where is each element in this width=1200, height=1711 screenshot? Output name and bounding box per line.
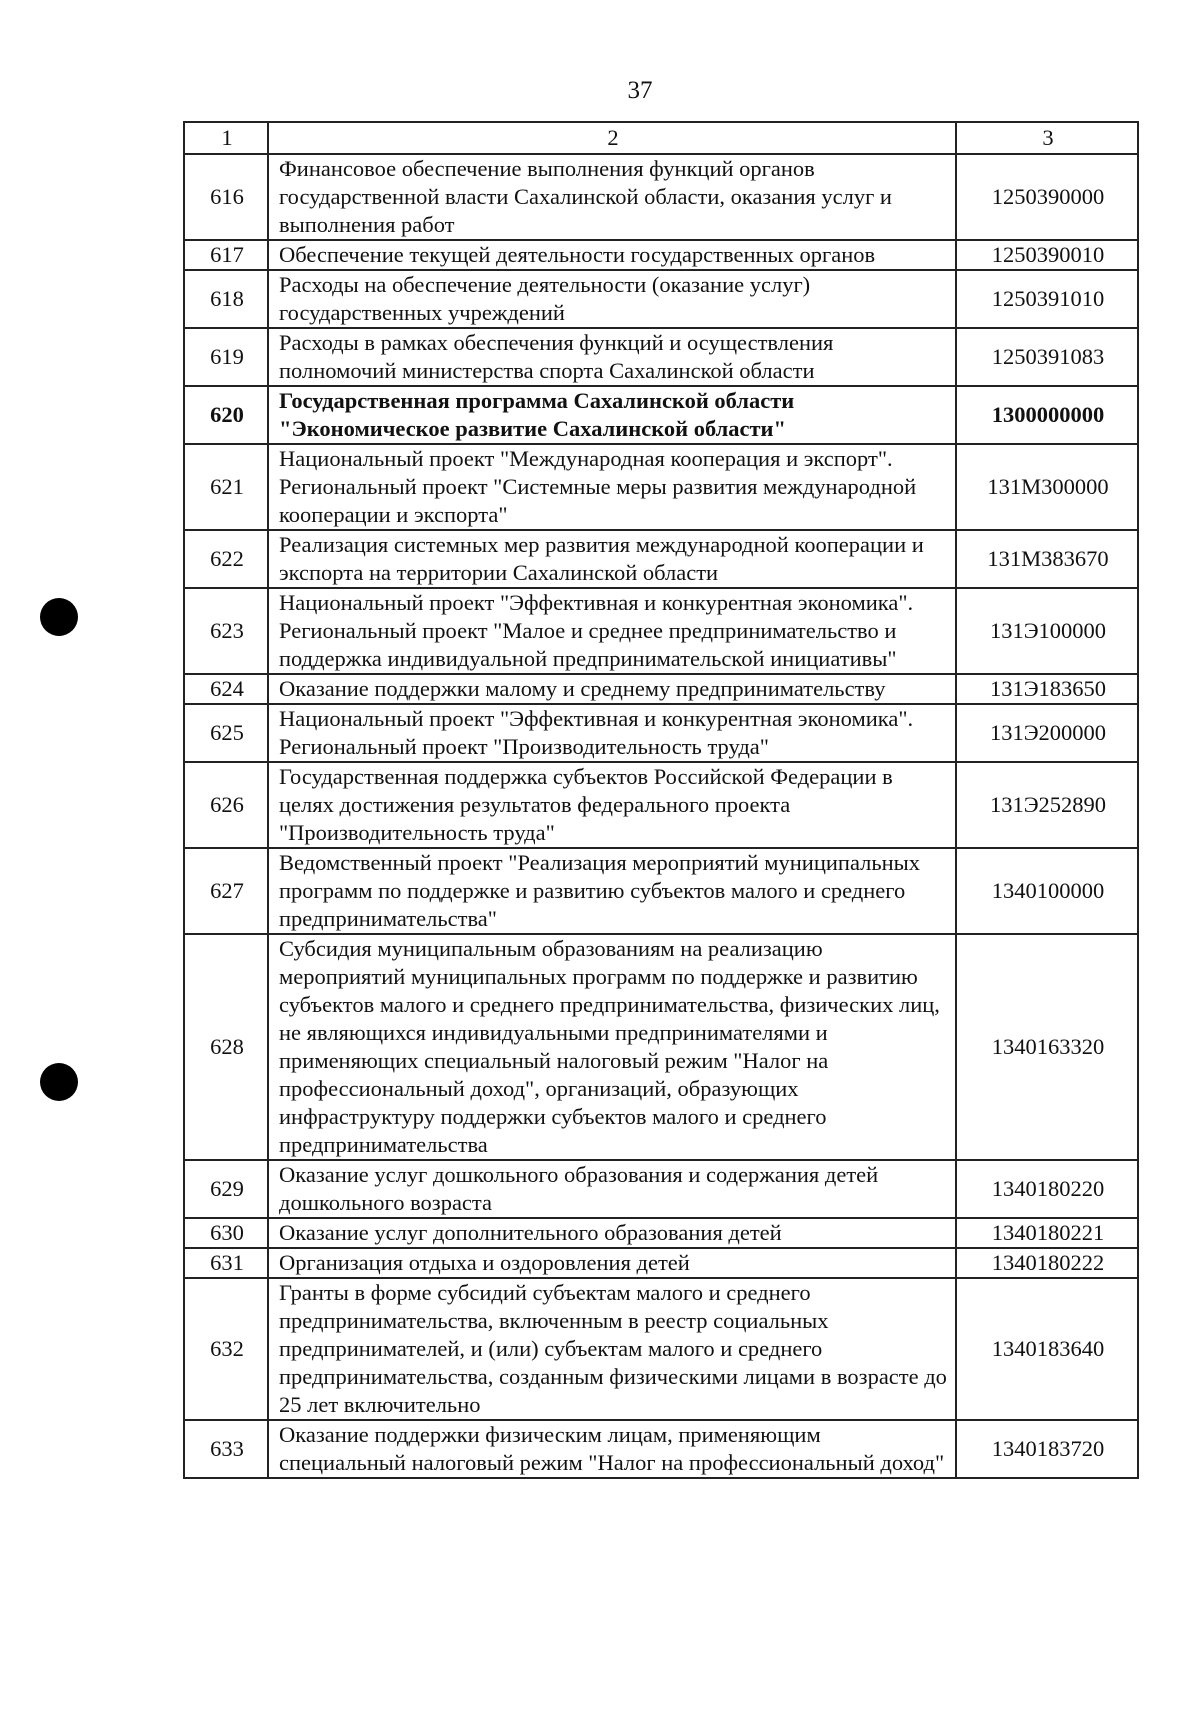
row-code-cell: 1340183640 — [956, 1278, 1138, 1420]
row-code-cell: 131Э252890 — [956, 762, 1138, 848]
table-row — [184, 328, 1138, 386]
row-code-cell: 1340100000 — [956, 848, 1138, 934]
row-code-cell: 1250391083 — [956, 328, 1138, 386]
row-name-cell: Национальный проект "Международная кооперация и экспорт". Региональный проект "Системные меры развития международной кооперации и экспорта" — [268, 444, 956, 530]
page-number: 37 — [627, 77, 653, 104]
row-code-cell: 1250390000 — [956, 154, 1138, 240]
row-name-cell: Оказание услуг дошкольного образования и содержания детей дошкольного возраста — [268, 1160, 956, 1218]
table-row — [184, 530, 1138, 588]
row-number-cell: 627 — [184, 848, 268, 934]
row-name-cell: Государственная поддержка субъектов Российской Федерации в целях достижения результатов федерального проекта "Производительность труда" — [268, 762, 956, 848]
table-row — [184, 934, 1138, 1160]
row-code-cell: 1250390010 — [956, 240, 1138, 270]
row-number-cell: 616 — [184, 154, 268, 240]
row-number-cell: 631 — [184, 1248, 268, 1278]
table-row — [184, 154, 1138, 240]
row-name-cell: Реализация системных мер развития международной кооперации и экспорта на территории Сахалинской области — [268, 530, 956, 588]
row-code-cell: 131М383670 — [956, 530, 1138, 588]
row-name-cell: Гранты в форме субсидий субъектам малого и среднего предпринимательства, включенным в реестр социальных предпринимателей, и (или) субъектам малого и среднего предпринимательства, созданным физическими лицами в возрасте до 25 лет включительно — [268, 1278, 956, 1420]
row-code-cell: 1340180222 — [956, 1248, 1138, 1278]
column-header-1: 1 — [184, 122, 268, 154]
row-name-cell: Национальный проект "Эффективная и конкурентная экономика". Региональный проект "Малое и среднее предпринимательство и поддержка индивидуальной предпринимательской инициативы" — [268, 588, 956, 674]
table-row — [184, 848, 1138, 934]
row-number-cell: 630 — [184, 1218, 268, 1248]
row-number-cell: 620 — [184, 386, 268, 444]
row-number-cell: 622 — [184, 530, 268, 588]
row-number-cell: 628 — [184, 934, 268, 1160]
row-number-cell: 621 — [184, 444, 268, 530]
row-code-cell: 1340183720 — [956, 1420, 1138, 1478]
row-name-cell: Финансовое обеспечение выполнения функций органов государственной власти Сахалинской области, оказания услуг и выполнения работ — [268, 154, 956, 240]
table-header-row — [184, 122, 1138, 154]
row-number-cell: 633 — [184, 1420, 268, 1478]
punch-hole-mark — [40, 1063, 78, 1101]
table-row — [184, 1278, 1138, 1420]
table-row — [184, 704, 1138, 762]
row-code-cell: 131М300000 — [956, 444, 1138, 530]
row-name-cell: Субсидия муниципальным образованиям на реализацию мероприятий муниципальных программ по поддержке и развитию субъектов малого и среднего предпринимательства, физических лиц, не являющихся индивидуальными предпринимателями и применяющих специальный налоговый режим "Налог на профессиональный доход", организаций, образующих инфраструктуру поддержки субъектов малого и среднего предпринимательства — [268, 934, 956, 1160]
budget-classification-table — [183, 121, 1139, 1479]
row-name-cell: Национальный проект "Эффективная и конкурентная экономика". Региональный проект "Производительность труда" — [268, 704, 956, 762]
table-body — [184, 154, 1138, 1478]
row-code-cell: 131Э183650 — [956, 674, 1138, 704]
row-code-cell: 1340180220 — [956, 1160, 1138, 1218]
row-code-cell: 131Э200000 — [956, 704, 1138, 762]
row-code-cell: 1340163320 — [956, 934, 1138, 1160]
table-row — [184, 588, 1138, 674]
row-name-cell: Обеспечение текущей деятельности государственных органов — [268, 240, 956, 270]
table-row — [184, 240, 1138, 270]
table-row — [184, 444, 1138, 530]
row-code-cell: 1300000000 — [956, 386, 1138, 444]
column-header-3: 3 — [956, 122, 1138, 154]
table-row — [184, 762, 1138, 848]
table-row — [184, 674, 1138, 704]
row-name-cell: Расходы в рамках обеспечения функций и осуществления полномочий министерства спорта Сахалинской области — [268, 328, 956, 386]
row-number-cell: 623 — [184, 588, 268, 674]
row-number-cell: 624 — [184, 674, 268, 704]
row-code-cell: 1340180221 — [956, 1218, 1138, 1248]
row-name-cell: Оказание поддержки физическим лицам, применяющим специальный налоговый режим "Налог на профессиональный доход" — [268, 1420, 956, 1478]
punch-hole-mark — [40, 598, 78, 636]
column-header-2: 2 — [268, 122, 956, 154]
table-row — [184, 1160, 1138, 1218]
table-row — [184, 1248, 1138, 1278]
row-name-cell: Оказание услуг дополнительного образования детей — [268, 1218, 956, 1248]
row-number-cell: 618 — [184, 270, 268, 328]
row-number-cell: 625 — [184, 704, 268, 762]
table-row — [184, 1218, 1138, 1248]
row-number-cell: 626 — [184, 762, 268, 848]
row-code-cell: 131Э100000 — [956, 588, 1138, 674]
row-name-cell: Расходы на обеспечение деятельности (оказание услуг) государственных учреждений — [268, 270, 956, 328]
row-number-cell: 619 — [184, 328, 268, 386]
row-code-cell: 1250391010 — [956, 270, 1138, 328]
row-number-cell: 629 — [184, 1160, 268, 1218]
row-name-cell: Организация отдыха и оздоровления детей — [268, 1248, 956, 1278]
row-name-cell: Оказание поддержки малому и среднему предпринимательству — [268, 674, 956, 704]
row-number-cell: 632 — [184, 1278, 268, 1420]
table-row — [184, 270, 1138, 328]
row-number-cell: 617 — [184, 240, 268, 270]
row-name-cell: Ведомственный проект "Реализация мероприятий муниципальных программ по поддержке и развитию субъектов малого и среднего предпринимательства" — [268, 848, 956, 934]
table-row — [184, 386, 1138, 444]
table-row — [184, 1420, 1138, 1478]
row-name-cell: Государственная программа Сахалинской области "Экономическое развитие Сахалинской области" — [268, 386, 956, 444]
